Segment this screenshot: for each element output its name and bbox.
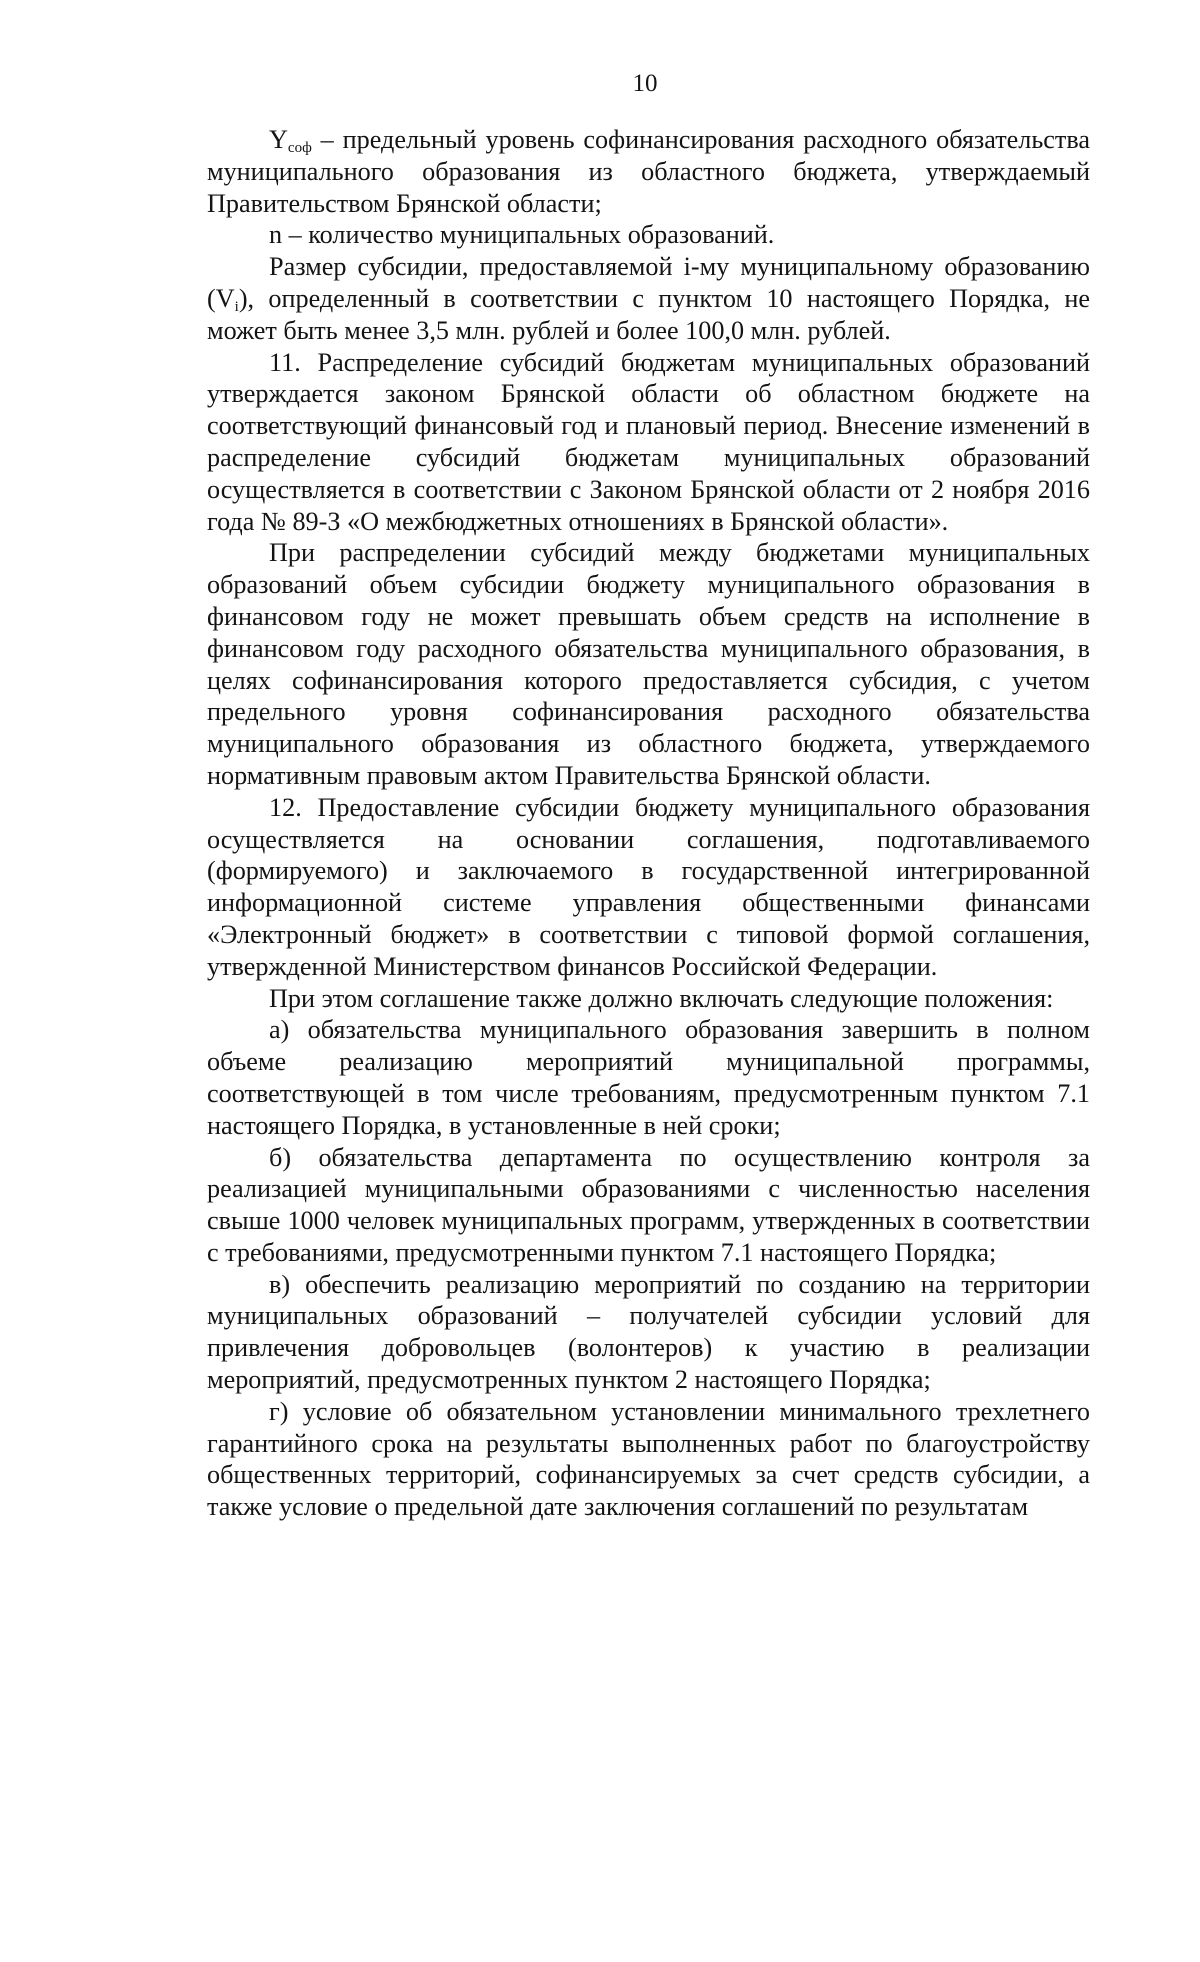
paragraph-distribution-limit: При распределении субсидий между бюджетами муниципальных образований объем субсидии бюджету муниципального образования в финансовом году не может превышать объем средств на исполнение в финансовом году расходного обязательства муниципального образования, в целях софинансирования которого предоставляется субсидия, с учетом предельного уровня софинансирования расходного обязательства муниципального образования из областного бюджета, утверждаемого нормативным правовым актом Правительства Брянской области. [207,538,1090,790]
paragraph-subsidy-size [207,251,1090,346]
paragraph-n-definition: n – количество муниципальных образований. [269,220,775,250]
list-item-b: б) обязательства департамента по осуществлению контроля за реализацией муниципальными образованиями с численностью населения свыше 1000 человек муниципальных программ, утвержденных в соответствии с требованиями, предусмотренными пунктом 7.1 настоящего Порядка; [207,1142,1090,1267]
page-number: 10 [632,70,658,97]
paragraph-item-11: 11. Распределение субсидий бюджетам муниципальных образований утверждается законом Брянской области об областном бюджете на соответствующий финансовый год и плановый период. Внесение изменений в распределение субсидий бюджетам муниципальных образований осуществляется в соответствии с Законом Брянской области от 2 ноября 2016 года № 89-З «О межбюджетных отношениях в Брянской области». [207,347,1090,536]
symbol-subscript-sof: соф [287,140,312,156]
list-item-v: в) обеспечить реализацию мероприятий по созданию на территории муниципальных образований – получателей субсидии условий для привлечения добровольцев (волонтеров) к участию в реализации мероприятий, предусмотренных пунктом 2 настоящего Порядка; [207,1269,1090,1395]
subsidy-size-text-end: ), определенный в соответствии с пунктом 10 настоящего Порядка, не может быть менее 3,5 млн. рублей и более 100,0 млн. рублей. [207,283,1090,345]
paragraph-agreement-intro: При этом соглашение также должно включать следующие положения: [269,983,1054,1013]
document-body [207,124,1090,1523]
paragraph-item-12: 12. Предоставление субсидии бюджету муниципального образования осуществляется на основании соглашения, подготавливаемого (формируемого) и заключаемого в государственной интегрированной информационной системе управления общественными финансами «Электронный бюджет» в соответствии с типовой формой соглашения, утвержденной Министерством финансов Российской Федерации. [207,792,1090,981]
list-item-a: а) обязательства муниципального образования завершить в полном объеме реализацию мероприятий муниципальной программы, соответствующей в том числе требованиям, предусмотренным пунктом 7.1 настоящего Порядка, в установленные в ней сроки; [207,1015,1090,1140]
subscript-i: i [234,298,239,315]
paragraph-ysof-definition [207,124,1090,219]
list-item-g: г) условие об обязательном установлении минимального трехлетнего гарантийного срока на результаты выполненных работ по благоустройству общественных территорий, софинансируемых за счет средств субсидии, а также условие о предельной дате заключения соглашений по результатам [207,1396,1090,1522]
ysof-definition-text: – предельный уровень софинансирования расходного обязательства муниципального образования из областного бюджета, утверждаемый Правительством Брянской области; [207,125,1090,218]
symbol-y: Y [269,125,288,154]
subsidy-size-text-start: Размер субсидии, предоставляемой i-му муниципальному образованию (V [207,252,1090,313]
